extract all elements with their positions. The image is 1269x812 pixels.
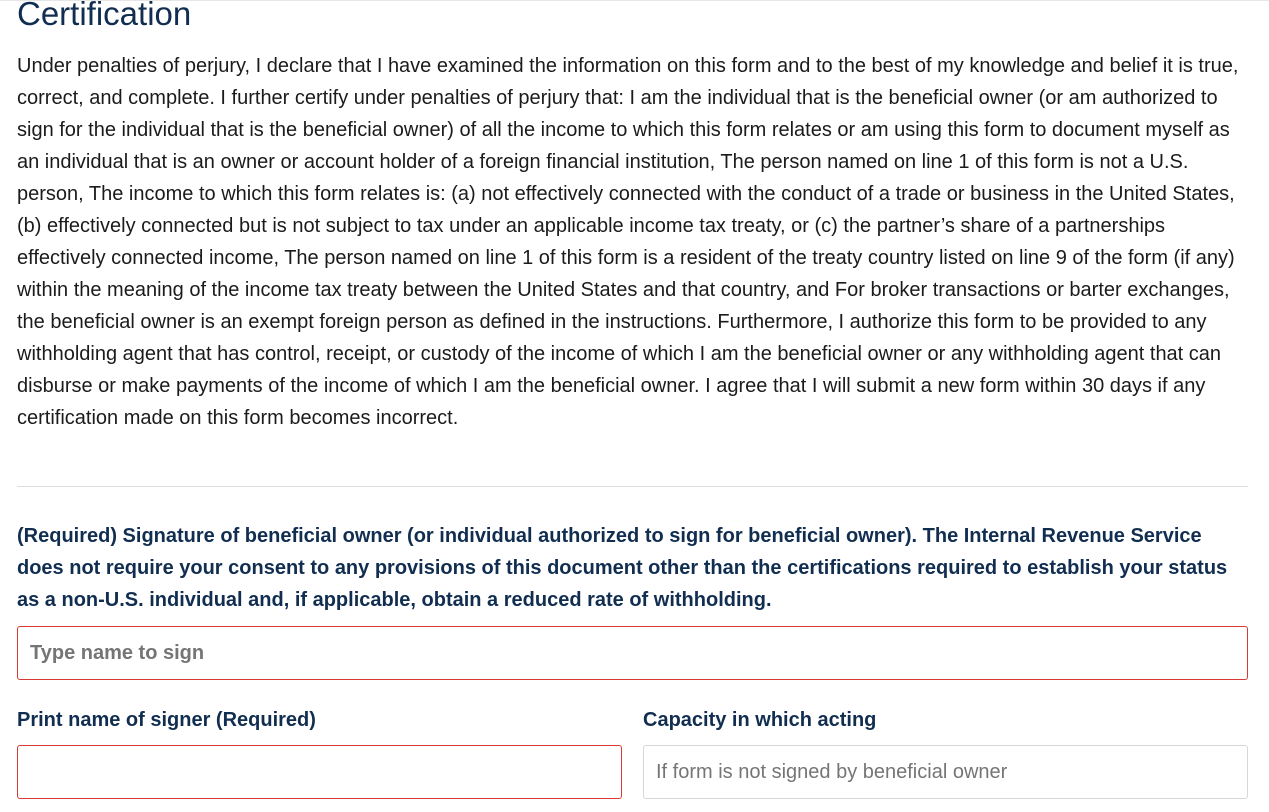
- print-name-input[interactable]: [17, 745, 622, 799]
- capacity-label: Capacity in which acting: [643, 709, 877, 731]
- capacity-input[interactable]: [643, 745, 1248, 799]
- section-divider: [17, 486, 1248, 487]
- print-name-label: Print name of signer (Required): [17, 709, 316, 731]
- signature-label: (Required) Signature of beneficial owner (or individual authorized to sign for beneficial owner). The Internal Revenue Service does not require your consent to any provisions of this document other than the certifications required to establish your status as a non-U.S. individual and, if applicable, obtain a reduced rate of withholding.: [17, 525, 1228, 611]
- signature-input[interactable]: [17, 626, 1248, 680]
- certification-paragraph: Under penalties of perjury, I declare that I have examined the information on this form and to the best of my knowledge and belief it is true, correct, and complete. I further certify under penalties of perjury that: I am the individual that is the beneficial owner (or am authorized to sign for the individual that is the beneficial owner) of all the income to which this form relates or am using this form to document myself as an individual that is an owner or account holder of a foreign financial institution, The person named on line 1 of this form is not a U.S. person, The income to which this form relates is: (a) not effectively connected with the conduct of a trade or business in the United States, (b) effectively connected but is not subject to tax under an applicable income tax treaty, or (c) the partner’s share of a partnerships effectively connected income, The person named on line 1 of this form is a resident of the treaty country listed on line 9 of the form (if any) within the meaning of the income tax treaty between the United States and that country, and For broker transactions or barter exchanges, the beneficial owner is an exempt foreign person as defined in the instructions. Furthermore, I authorize this form to be provided to any withholding agent that has control, receipt, or custody of the income of which I am the beneficial owner or any withholding agent that can disburse or make payments of the income of which I am the beneficial owner. I agree that I will submit a new form within 30 days if any certification made on this form becomes incorrect.: [17, 55, 1239, 429]
- section-title: Certification: [17, 0, 192, 32]
